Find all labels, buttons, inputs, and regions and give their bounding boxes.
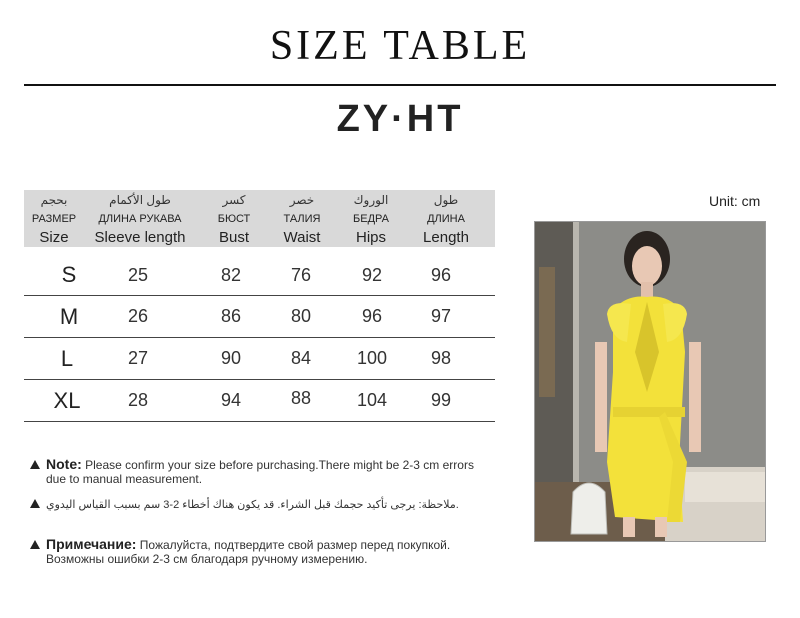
- hips-cell: 100: [356, 348, 388, 368]
- header-russian: ДЛИНА РУКАВА: [98, 213, 182, 225]
- header-english: Size: [39, 229, 69, 246]
- table-row: [24, 296, 495, 338]
- header-arabic: كسر: [222, 193, 246, 207]
- header-english: Bust: [218, 229, 249, 246]
- length-cell: 98: [430, 348, 452, 368]
- note-arabic: [30, 498, 459, 511]
- header-arabic: خصر: [289, 193, 315, 207]
- warning-triangle-icon: [30, 460, 40, 469]
- header-arabic: طول الأكمام: [109, 193, 171, 207]
- hips-cell: 92: [361, 265, 383, 285]
- brand-name: ZY·HT: [336, 98, 464, 140]
- header-english: Sleeve length: [94, 229, 186, 246]
- hips-cell: 104: [356, 390, 388, 410]
- bust-cell: 86: [220, 306, 242, 326]
- header-russian: ТАЛИЯ: [283, 213, 321, 225]
- header-length: [406, 190, 486, 246]
- note-text-ru-continued: Возможны ошибки 2-3 см благодаря ручному измерению.: [46, 552, 368, 566]
- header-english: Hips: [355, 229, 386, 246]
- header-russian: РАЗМЕР: [31, 213, 77, 225]
- header-english: Length: [423, 229, 469, 246]
- header-english: Waist: [283, 229, 321, 246]
- note-english: [30, 456, 474, 486]
- bust-cell: 82: [220, 265, 242, 285]
- unit-label: Unit: cm: [709, 193, 761, 209]
- note-arabic-text: ملاحظة: يرجى تأكيد حجمك قبل الشراء. قد يكون هناك أخطاء 2-3 سم بسبب القياس اليدوي.: [46, 499, 459, 511]
- header-arabic: الوروك: [353, 193, 389, 207]
- note-text: Please confirm your size before purchasing.There might be 2-3 cm errors: [85, 458, 474, 472]
- note-text-continued: due to manual measurement.: [46, 472, 203, 486]
- title-divider: [24, 84, 776, 86]
- size-cell: S: [61, 262, 77, 287]
- size-cell: XL: [53, 388, 81, 413]
- waist-cell: 84: [290, 348, 312, 368]
- table-header: [24, 190, 495, 247]
- header-bust: [199, 190, 269, 246]
- bust-cell: 94: [220, 390, 242, 410]
- sleeve-cell: 26: [127, 306, 149, 326]
- table-row: [24, 247, 495, 296]
- model-photo-illustration: [535, 222, 765, 541]
- warning-triangle-icon: [30, 499, 40, 508]
- note-label: Note:: [46, 456, 82, 472]
- waist-cell: 76: [290, 265, 312, 285]
- size-cell: L: [60, 346, 74, 371]
- page-title: SIZE TABLE: [269, 23, 531, 69]
- table-row: [24, 380, 495, 422]
- sleeve-cell: 28: [127, 390, 149, 410]
- header-russian: ДЛИНА: [427, 213, 465, 225]
- note-russian: [30, 536, 450, 566]
- waist-cell: 88: [290, 388, 312, 408]
- model-photo: [534, 221, 766, 542]
- length-cell: 96: [430, 265, 452, 285]
- sleeve-cell: 27: [127, 348, 149, 368]
- bust-cell: 90: [220, 348, 242, 368]
- size-table: [24, 190, 495, 422]
- note-text-ru: Пожалуйста, подтвердите свой размер перед покупкой.: [139, 538, 451, 552]
- length-cell: 97: [430, 306, 452, 326]
- header-arabic: بحجم: [40, 193, 68, 207]
- header-waist: [267, 190, 337, 246]
- sleeve-cell: 25: [127, 265, 149, 285]
- header-hips: [336, 190, 406, 246]
- size-cell: M: [59, 304, 79, 329]
- header-sleeve: [84, 190, 196, 246]
- waist-cell: 80: [290, 306, 312, 326]
- header-size: [24, 190, 84, 246]
- header-russian: БЮСТ: [217, 213, 251, 225]
- warning-triangle-icon: [30, 540, 40, 549]
- hips-cell: 96: [361, 306, 383, 326]
- header-arabic: طول: [433, 193, 459, 207]
- length-cell: 99: [430, 390, 452, 410]
- note-label-ru: Примечание:: [46, 536, 137, 552]
- header-russian: БЕДРА: [353, 213, 389, 225]
- table-row: [24, 338, 495, 380]
